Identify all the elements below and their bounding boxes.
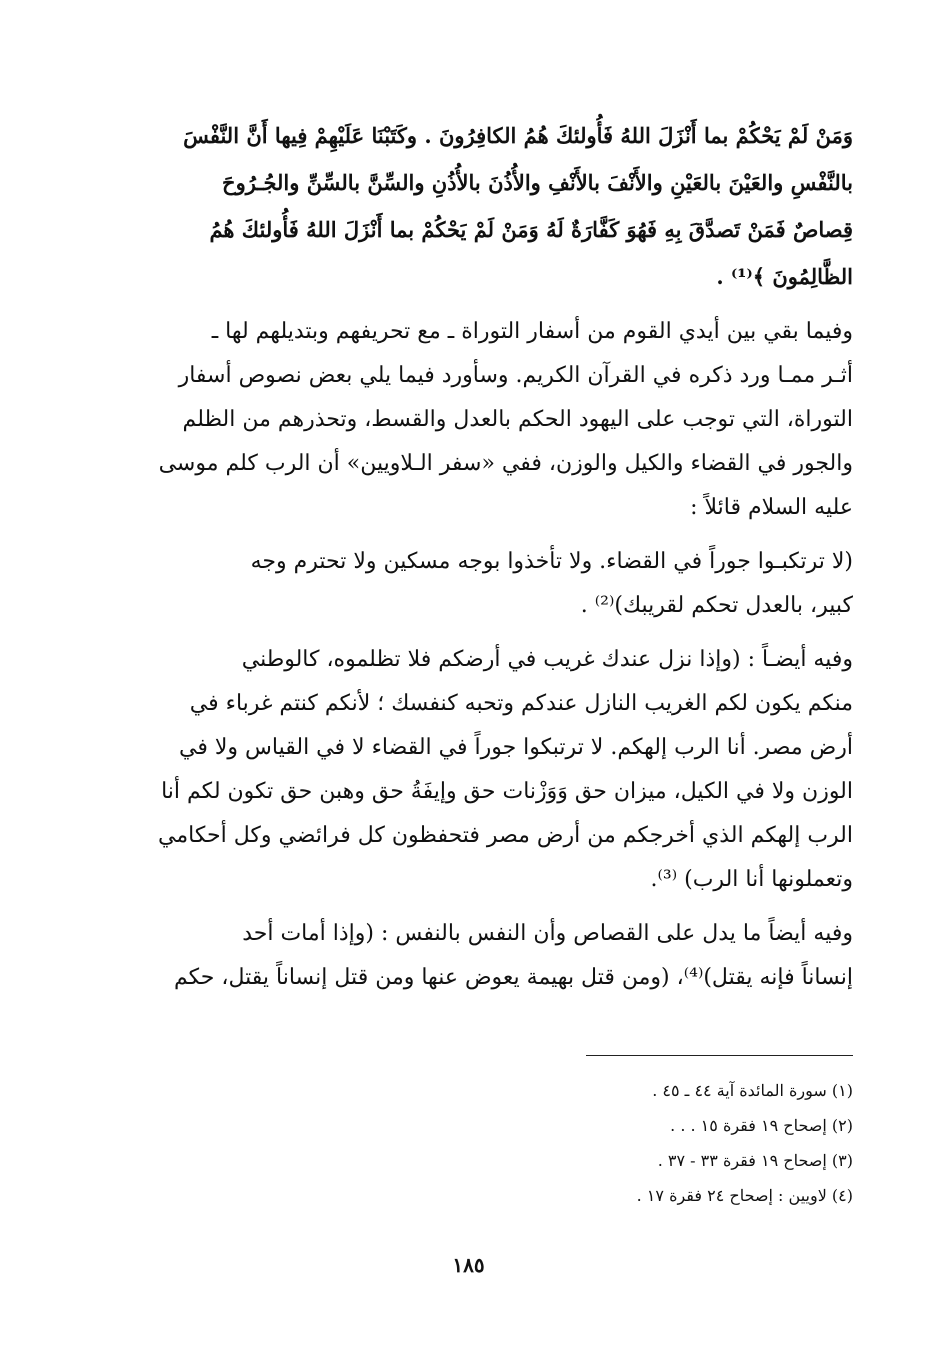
paragraph	[135, 638, 853, 902]
text-line: منكم يكون لكم الغريب النازل عندكم وتحبه كنفسك ؛ لأنكم كنتم غرباء في	[189, 691, 853, 716]
text-line: الرب إلهكم الذي أخرجكم من أرض مصر فتحفظون كل فرائضي وكل أحكامي	[158, 823, 853, 848]
text-line: الوزن ولا في الكيل، ميزان حق وَوَزْنات حق وإيفَةُ حق وهبن حق تكون لكم أنا	[161, 779, 853, 804]
text-line: وفيما بقي بين أيدي القوم من أسفار التوراة ـ مع تحريفهم وبتديلهم لها ـ	[211, 319, 853, 344]
quran-passage	[135, 112, 853, 300]
text-line: عليه السلام قائلاً :	[690, 495, 853, 520]
footnote: (١) سورة المائدة آية ٤٤ ـ ٤٥ .	[652, 1081, 853, 1100]
footnote-divider	[586, 1055, 853, 1056]
footnote: (٢) إصحاح ١٩ فقرة ١٥ . . .	[670, 1116, 853, 1135]
footnotes	[353, 1073, 853, 1213]
text-line: بالنَّفْسِ والعَيْنَ بالعَيْنِ والأَنْفَ بالأَنْفِ والأُذُنَ بالأُذُنِ والسِّنَّ بالسِّنِّ والجُـرُوحَ	[222, 170, 853, 195]
text-line: أرض مصر. أنا الرب إلهكم. لا ترتبكوا جوراً في القضاء لا في القياس ولا في	[179, 735, 853, 760]
paragraph	[135, 912, 853, 1000]
paragraph	[135, 540, 853, 628]
text-line: إنساناً فإنه يقتل)⁽⁴⁾، (ومن قتل بهيمة يعوض عنها ومن قتل إنساناً يقتل، حكم	[173, 965, 853, 990]
text-line: أثـر ممـا ورد ذكره في القرآن الكريم. وسأورد فيما يلي بعض نصوص أسفار	[178, 363, 853, 388]
footnote: (٣) إصحاح ١٩ فقرة ٣٣ - ٣٧ .	[657, 1151, 853, 1170]
text-line: الظَّالِمُونَ ﴾⁽¹⁾ .	[716, 264, 853, 289]
text-line: (لا ترتكبـوا جوراً في القضاء. ولا تأخذوا بوجه مسكين ولا تحترم وجه	[250, 549, 853, 574]
text-line: وفيه أيضـاً : (وإذا نزل عندك غريب في أرضكم فلا تظلموه، كالوطني	[241, 647, 853, 672]
main-text	[135, 112, 853, 1010]
page-number: ١٨٥	[452, 1253, 485, 1277]
text-line: وفيه أيضاً ما يدل على القصاص وأن النفس بالنفس : (وإذا أمات أحد	[242, 921, 853, 946]
paragraph	[135, 310, 853, 530]
footnote: (٤) لاويين : إصحاح ٢٤ فقرة ١٧ .	[636, 1186, 853, 1205]
text-line: وَمَنْ لَمْ يَحْكُمْ بما أَنْزَلَ اللهُ فَأُولئكَ هُمُ الكافِرُونَ . وكَتَبْنَا عَلَيْهِمْ فِيها أَنَّ النَّفْسَ	[183, 123, 853, 148]
text-line: قِصاصٌ فَمَنْ تَصدَّقَ بِهِ فَهُوَ كَفَّارَةٌ لَهُ وَمَنْ لَمْ يَحْكُمْ بما أَنْزَلَ اللهُ فَأُولئكَ هُمُ	[209, 217, 853, 242]
text-line: كبير، بالعدل تحكم لقريبك)⁽²⁾ .	[580, 593, 853, 618]
text-line: التوراة، التي توجب على اليهود الحكم بالعدل والقسط، وتحذرهم من الظلم	[182, 407, 853, 432]
text-line: وتعملونها أنا الرب) ⁽³⁾.	[650, 867, 853, 892]
text-line: والجور في القضاء والكيل والوزن، ففي «سفر الـلاويين» أن الرب كلم موسى	[158, 451, 853, 476]
